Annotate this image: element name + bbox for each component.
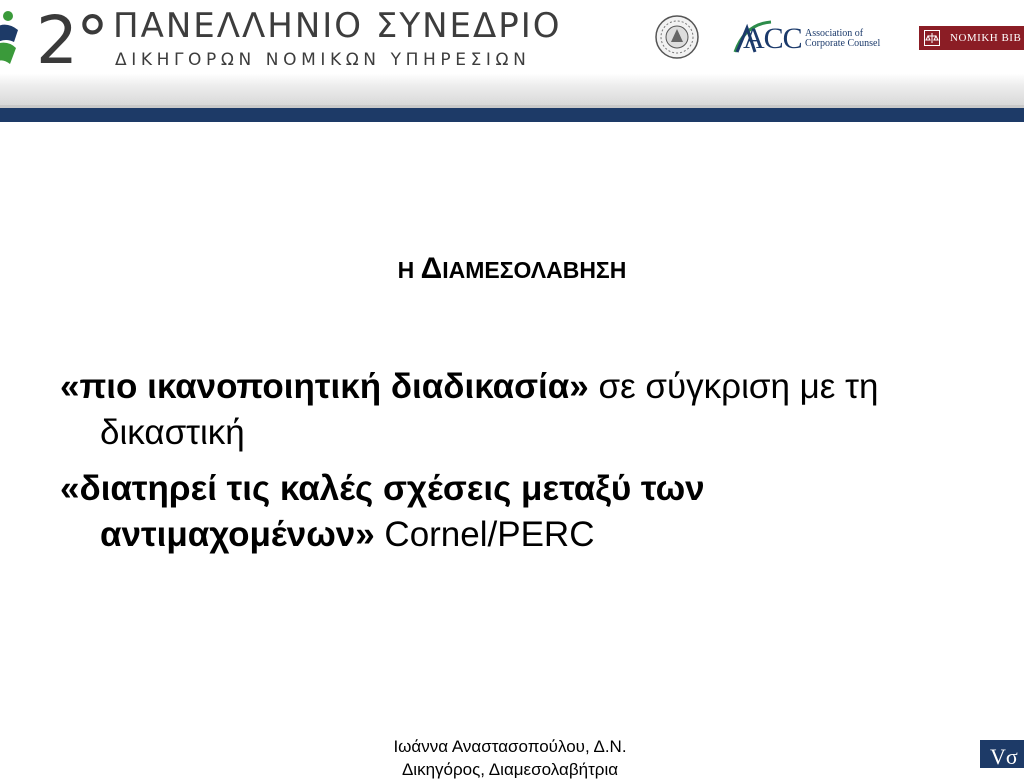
conference-subtitle: ΔΙΚΗΓΟΡΩΝ ΝΟΜΙΚΩΝ ΥΠΗΡΕΣΙΩΝ	[115, 50, 531, 70]
slide-title-prefix: Η	[397, 257, 421, 283]
nomiki-logo-text: ΝΟΜΙΚΗ ΒΙΒ	[950, 32, 1022, 44]
acc-tagline-line2: Corporate Counsel	[805, 38, 881, 49]
footer-role: Δικηγόρος, Διαμεσολαβήτρια	[401, 760, 619, 779]
bullet-item	[60, 466, 960, 558]
bullet-quote: «διατηρεί τις καλές σχέσεις μεταξύ των αντιμαχομένων»	[60, 469, 705, 554]
slide-title	[0, 249, 1024, 290]
footer-author: Ιωάννα Αναστασοπούλου, Δ.Ν.	[393, 737, 627, 756]
conference-number: 2°	[36, 2, 107, 79]
conference-title: ΠΑΝΕΛΛΗΝΙΟ ΣΥΝΕΔΡΙΟ	[113, 6, 562, 46]
corner-logo: Vσ	[980, 740, 1024, 768]
bullet-quote: «πιο ικανοποιητική διαδικασία»	[60, 367, 589, 406]
scales-icon	[924, 30, 940, 46]
header-band	[0, 108, 1024, 122]
slide-title-initial: Δ	[420, 252, 443, 285]
slide-header	[0, 0, 1024, 108]
nomiki-bibliothiki-logo	[919, 26, 1024, 50]
acc-logo-letters: ACC	[743, 22, 802, 55]
slide-footer	[330, 735, 690, 781]
bullet-text: Cornel/PERC	[374, 515, 595, 554]
acc-tagline-line1: Association of	[805, 28, 864, 39]
slide-title-rest: ΙΑΜΕΣΟΛΑΒΗΣΗ	[442, 257, 627, 283]
acc-logo	[733, 18, 893, 58]
bullet-item	[60, 364, 960, 456]
conference-emblem-icon	[0, 8, 22, 68]
bullet-list	[60, 364, 960, 568]
bar-association-seal-icon	[654, 12, 700, 62]
bullet-text: σε σύγκριση με τη δικαστική	[100, 367, 879, 452]
